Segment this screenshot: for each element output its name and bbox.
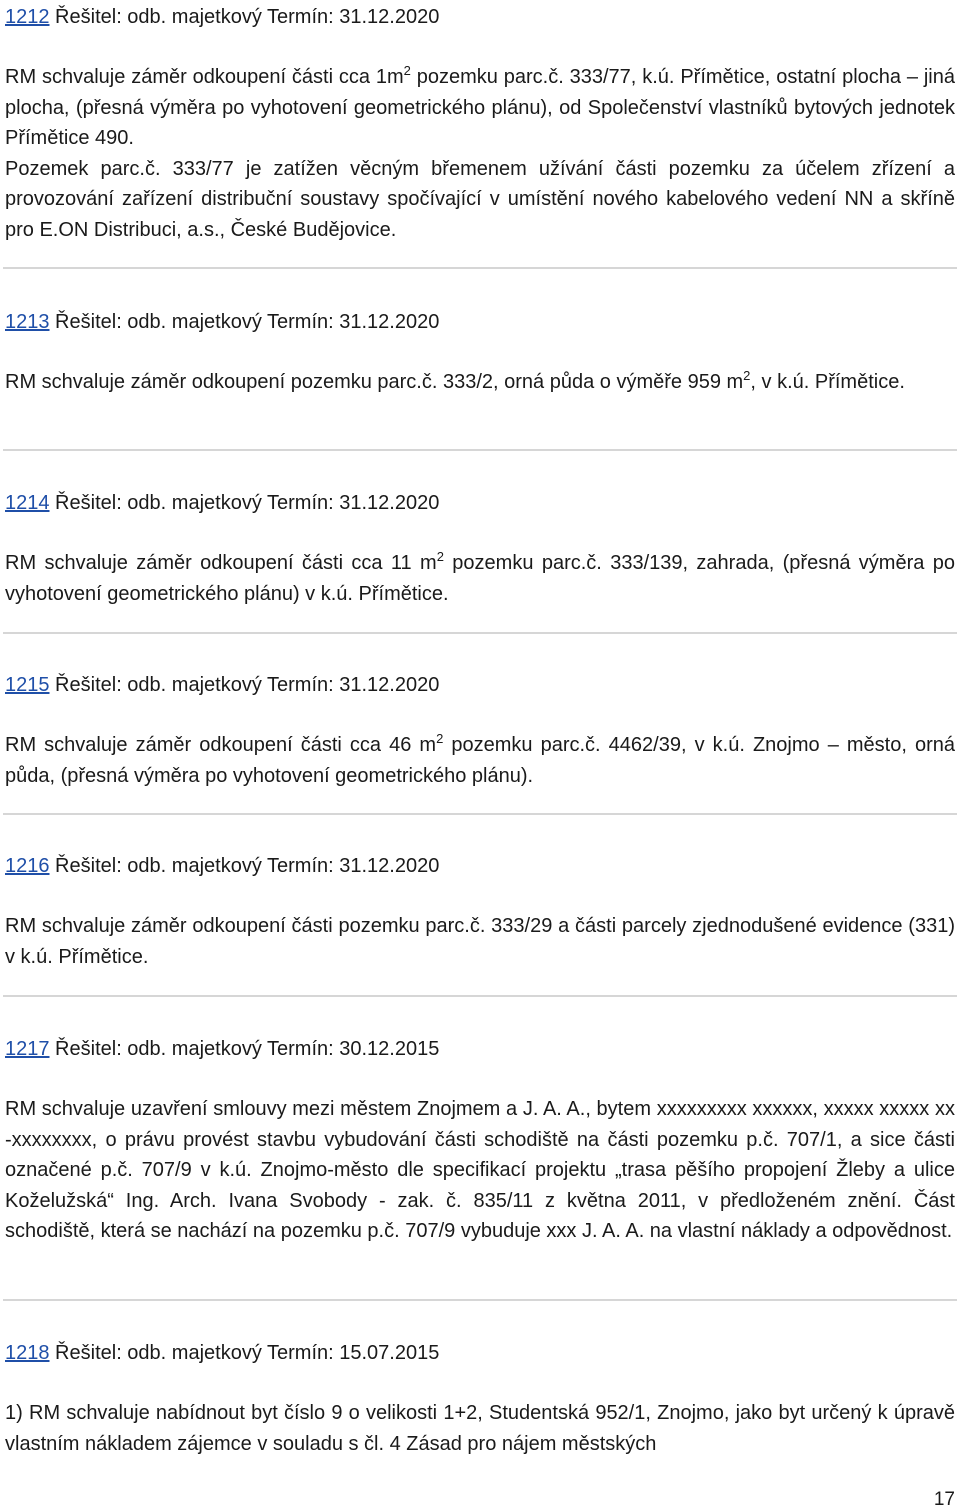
body-text: RM schvaluje záměr odkoupení pozemku parc.č. 333/2, orná půda o výměře 959 m bbox=[5, 371, 744, 393]
divider-line bbox=[3, 632, 957, 634]
resolution-number-link[interactable]: 1215 bbox=[5, 674, 50, 696]
entry-header-text: Řešitel: odb. majetkový Termín: 31.12.2020 bbox=[49, 855, 440, 877]
entry-body bbox=[5, 367, 955, 398]
superscript: 2 bbox=[743, 368, 751, 383]
body-text: 1) RM schvaluje nabídnout byt číslo 9 o velikosti 1+2, Studentská 952/1, Znojmo, jako byt určený k úpravě vlastním nákladem zájemce v souladu s čl. 4 Zásad pro nájem městských bbox=[5, 1402, 955, 1455]
entry-body bbox=[5, 911, 955, 972]
resolution-entry-1218 bbox=[5, 1338, 955, 1459]
body-paragraph bbox=[5, 154, 955, 246]
body-paragraph bbox=[5, 548, 955, 609]
entry-header-text: Řešitel: odb. majetkový Termín: 31.12.2020 bbox=[49, 674, 440, 696]
body-text: RM schvaluje záměr odkoupení části cca 1m bbox=[5, 66, 404, 88]
body-text: RM schvaluje záměr odkoupení části pozemku parc.č. 333/29 a části parcely zjednodušené evidence (331) v k.ú. Přímětice. bbox=[5, 915, 955, 968]
resolution-number-link[interactable]: 1216 bbox=[5, 855, 50, 877]
body-text: RM schvaluje záměr odkoupení části cca 11 m bbox=[5, 552, 437, 574]
entry-header-text: Řešitel: odb. majetkový Termín: 31.12.2020 bbox=[49, 311, 440, 333]
entry-body bbox=[5, 62, 955, 245]
body-paragraph bbox=[5, 1094, 955, 1247]
body-paragraph bbox=[5, 62, 955, 154]
superscript: 2 bbox=[436, 549, 444, 564]
page-number: 17 bbox=[933, 1489, 955, 1510]
resolution-entry-1216 bbox=[5, 851, 955, 972]
entry-body bbox=[5, 1094, 955, 1247]
body-paragraph bbox=[5, 367, 955, 398]
body-text: pozemku parc.č. 333/77, k.ú. Přímětice, ostatní plocha – jiná plocha, (přesná výměra po vyhotovení geometrického plánu), od Společenství vlastníků bytových jednotek Přímětice 490. bbox=[5, 66, 955, 149]
entry-header-text: Řešitel: odb. majetkový Termín: 30.12.2015 bbox=[49, 1038, 440, 1060]
resolution-entry-1213 bbox=[5, 307, 955, 398]
body-text: , v k.ú. Přímětice. bbox=[750, 371, 905, 393]
entry-header bbox=[5, 851, 955, 881]
divider-line bbox=[3, 995, 957, 997]
entry-body bbox=[5, 730, 955, 791]
resolution-number-link[interactable]: 1212 bbox=[5, 6, 50, 28]
resolution-entry-1215 bbox=[5, 670, 955, 791]
entry-header bbox=[5, 2, 955, 32]
entry-header-text: Řešitel: odb. majetkový Termín: 31.12.2020 bbox=[49, 492, 440, 514]
body-paragraph bbox=[5, 911, 955, 972]
divider-line bbox=[3, 267, 957, 269]
body-text: RM schvaluje záměr odkoupení části cca 46 m bbox=[5, 734, 437, 756]
entry-header bbox=[5, 1338, 955, 1368]
entry-header-text: Řešitel: odb. majetkový Termín: 15.07.2015 bbox=[49, 1342, 440, 1364]
entry-body bbox=[5, 1398, 955, 1459]
resolution-entry-1212 bbox=[5, 2, 955, 245]
body-paragraph bbox=[5, 730, 955, 791]
resolution-number-link[interactable]: 1218 bbox=[5, 1342, 50, 1364]
body-text: pozemku parc.č. 333/139, zahrada, (přesná výměra po vyhotovení geometrického plánu) v k.ú. Přímětice. bbox=[5, 552, 955, 605]
resolution-number-link[interactable]: 1213 bbox=[5, 311, 50, 333]
entry-header bbox=[5, 488, 955, 518]
divider-line bbox=[3, 1299, 957, 1301]
divider-line bbox=[3, 813, 957, 815]
body-paragraph bbox=[5, 1398, 955, 1459]
body-text: RM schvaluje uzavření smlouvy mezi městem Znojmem a J. A. A., bytem xxxxxxxxx xxxxxx, xxxxx xxxxx xx -xxxxxxxx, o právu provést stavbu vybudování části schodiště na části pozemku p.č. 707/1, a sice části označené p.č. 707/9 v k.ú. Znojmo-město dle specifikací projektu „trasa pěšího propojení Žleby a ulice Koželužská“ Ing. Arch. Ivana Svobody - zak. č. 835/11 z května 2011, v předloženém znění. Část schodiště, která se nachází na pozemku p.č. 707/9 vybuduje xxx J. A. A. na vlastní náklady a odpovědnost. bbox=[5, 1098, 955, 1242]
entry-body bbox=[5, 548, 955, 609]
body-text: pozemku parc.č. 4462/39, v k.ú. Znojmo – město, orná půda, (přesná výměra po vyhotovení geometrického plánu). bbox=[5, 734, 956, 787]
divider-line bbox=[3, 449, 957, 451]
entry-header bbox=[5, 670, 955, 700]
resolution-entry-1214 bbox=[5, 488, 955, 609]
superscript: 2 bbox=[403, 63, 411, 78]
superscript: 2 bbox=[436, 731, 444, 746]
resolution-number-link[interactable]: 1217 bbox=[5, 1038, 50, 1060]
resolution-entry-1217 bbox=[5, 1034, 955, 1247]
entry-header bbox=[5, 1034, 955, 1064]
resolution-number-link[interactable]: 1214 bbox=[5, 492, 50, 514]
entry-header-text: Řešitel: odb. majetkový Termín: 31.12.2020 bbox=[49, 6, 440, 28]
entry-header bbox=[5, 307, 955, 337]
body-text: Pozemek parc.č. 333/77 je zatížen věcným břemenem užívání části pozemku za účelem zřízení a provozování zařízení distribuční soustavy spočívající v umístění nového kabelového vedení NN a skříně pro E.ON Distribuci, a.s., České Budějovice. bbox=[5, 157, 955, 241]
